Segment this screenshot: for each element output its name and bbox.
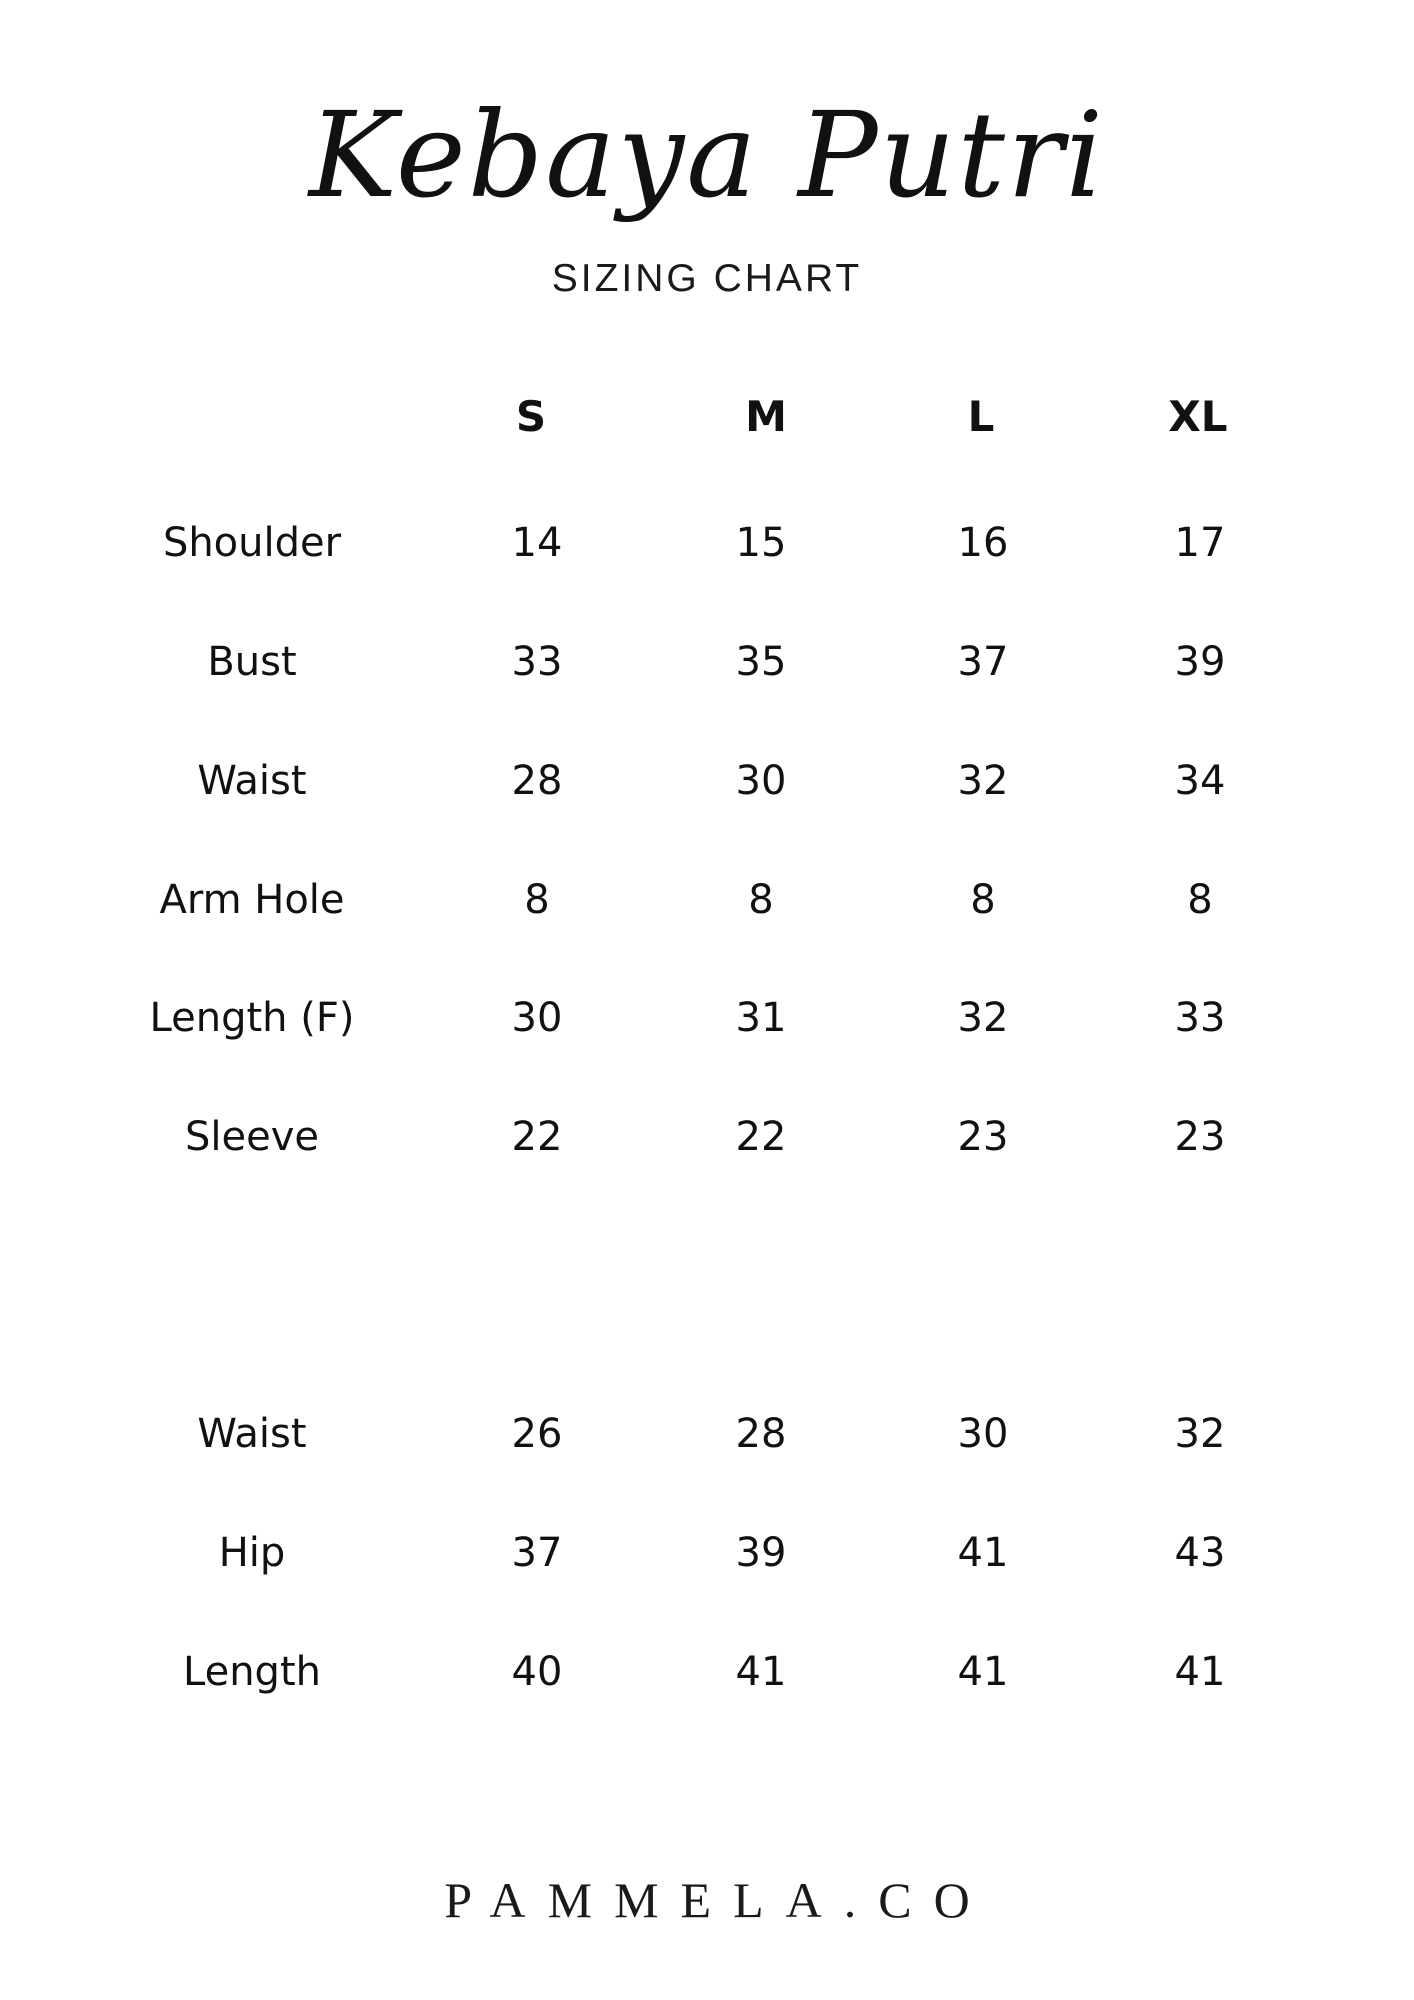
- table-cell: 41: [1174, 1649, 1226, 1695]
- row-label: Waist: [197, 758, 307, 804]
- table-cell: 28: [511, 758, 563, 804]
- table-cell: 23: [957, 1114, 1009, 1160]
- brand-footer: PAMMELA.CO: [444, 1872, 992, 1928]
- table-cell: 31: [735, 995, 787, 1041]
- table-cell: 15: [735, 520, 787, 566]
- table-cell: 40: [511, 1649, 563, 1695]
- table-cell: 39: [1174, 639, 1226, 685]
- table-cell: 30: [735, 758, 787, 804]
- table-cell: 30: [957, 1411, 1009, 1457]
- table-cell: 41: [957, 1530, 1009, 1576]
- table-cell: 14: [511, 520, 563, 566]
- table-cell: 8: [748, 877, 774, 923]
- table-cell: 41: [735, 1649, 787, 1695]
- row-label: Length: [183, 1649, 321, 1695]
- table-cell: 33: [1174, 995, 1226, 1041]
- column-header-xl: XL: [1168, 392, 1228, 441]
- table-cell: 37: [511, 1530, 563, 1576]
- table-cell: 32: [957, 995, 1009, 1041]
- column-header-m: M: [745, 392, 787, 441]
- table-cell: 17: [1174, 520, 1226, 566]
- row-label: Bust: [207, 639, 297, 685]
- page-title: Kebaya Putri: [308, 86, 1106, 224]
- table-cell: 32: [1174, 1411, 1226, 1457]
- table-cell: 34: [1174, 758, 1226, 804]
- row-label: Length (F): [149, 995, 355, 1041]
- table-cell: 8: [970, 877, 996, 923]
- row-label: Shoulder: [162, 520, 342, 566]
- table-cell: 8: [1187, 877, 1213, 923]
- row-label: Hip: [218, 1530, 286, 1576]
- column-header-l: L: [967, 392, 995, 441]
- table-cell: 16: [957, 520, 1009, 566]
- page-subtitle: SIZING CHART: [551, 257, 863, 300]
- row-label: Waist: [197, 1411, 307, 1457]
- column-header-s: S: [515, 392, 547, 441]
- table-cell: 43: [1174, 1530, 1226, 1576]
- table-cell: 39: [735, 1530, 787, 1576]
- table-cell: 41: [957, 1649, 1009, 1695]
- table-cell: 22: [511, 1114, 563, 1160]
- table-cell: 8: [524, 877, 550, 923]
- table-cell: 22: [735, 1114, 787, 1160]
- table-cell: 26: [511, 1411, 563, 1457]
- row-label: Arm Hole: [159, 877, 345, 923]
- table-cell: 37: [957, 639, 1009, 685]
- table-cell: 35: [735, 639, 787, 685]
- row-label: Sleeve: [184, 1114, 319, 1160]
- table-cell: 23: [1174, 1114, 1226, 1160]
- table-cell: 32: [957, 758, 1009, 804]
- table-cell: 33: [511, 639, 563, 685]
- table-cell: 28: [735, 1411, 787, 1457]
- table-cell: 30: [511, 995, 563, 1041]
